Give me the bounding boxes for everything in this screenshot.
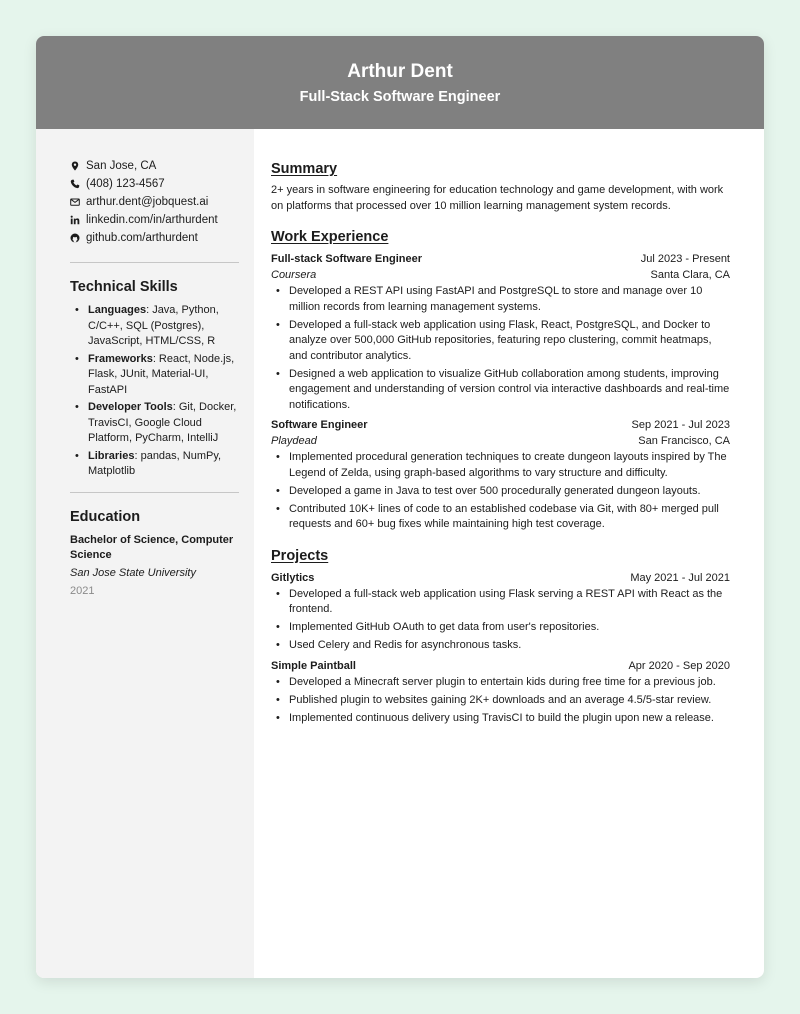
contact-location-text: San Jose, CA xyxy=(86,160,157,172)
project-entry xyxy=(271,570,730,654)
job-entry xyxy=(271,417,730,533)
contact-location xyxy=(70,157,239,175)
education-degree: Bachelor of Science, Computer Science xyxy=(70,533,234,561)
education-school: San Jose State University xyxy=(70,566,196,579)
list-item: • Published plugin to websites gaining 2K+ downloads and an average 4.5/5-star review. xyxy=(271,693,730,709)
project-name: Simple Paintball xyxy=(271,659,356,672)
list-item: • Implemented continuous delivery using TravisCI to build the plugin upon new a release. xyxy=(271,711,730,727)
contact-phone-text: (408) 123-4567 xyxy=(86,178,165,190)
resume-card xyxy=(36,36,764,978)
education-section xyxy=(70,508,239,600)
skill-item xyxy=(70,352,239,399)
contact-linkedin-text[interactable]: linkedin.com/in/arthurdent xyxy=(86,214,218,226)
contact-list xyxy=(70,157,239,247)
skills-list xyxy=(70,303,239,480)
education-year: 2021 xyxy=(70,585,95,597)
location-pin-icon xyxy=(70,161,80,171)
sidebar-divider xyxy=(70,262,239,263)
candidate-name: Arthur Dent xyxy=(347,61,453,82)
skill-item xyxy=(70,303,239,350)
job-company: Coursera xyxy=(271,269,317,281)
skill-value: : pandas, NumPy, Matplotlib xyxy=(88,449,222,477)
list-item: • Developed a full-stack web application using Flask, React, PostgreSQL, and Docker to analyze over 500,000 GitHub repositories, featuring repo clustering, commit heatmaps, and contributor analytics. xyxy=(271,318,730,365)
skill-value: : Java, Python, C/C++, SQL (Postgres), JavaScript, HTML/CSS, R xyxy=(88,304,219,347)
project-entry xyxy=(271,658,730,727)
contact-linkedin xyxy=(70,211,239,229)
project-bullets xyxy=(271,587,730,654)
project-bullets xyxy=(271,675,730,727)
job-dates: Sep 2021 - Jul 2023 xyxy=(631,419,730,431)
job-dates: Jul 2023 - Present xyxy=(640,253,730,265)
experience-section xyxy=(271,228,730,533)
job-location: San Francisco, CA xyxy=(638,435,730,447)
skill-item xyxy=(70,400,239,447)
skill-label: Libraries xyxy=(88,449,135,462)
summary-heading: Summary xyxy=(271,161,338,177)
job-role: Full-stack Software Engineer xyxy=(271,253,422,265)
skills-section xyxy=(70,278,239,480)
contact-github-text[interactable]: github.com/arthurdent xyxy=(86,232,198,244)
main-content xyxy=(254,129,764,978)
skill-label: Languages xyxy=(88,304,147,316)
list-item: • Designed a web application to visualize GitHub collaboration among students, improving engagement and understanding of version control via interactive dashboards and real-time notifications. xyxy=(271,367,730,414)
list-item: • Developed a full-stack web application using Flask serving a REST API with React as the frontend. xyxy=(271,587,730,618)
project-name: Gitlytics xyxy=(271,571,315,584)
skill-label: Developer Tools xyxy=(88,401,173,413)
sidebar xyxy=(36,129,254,978)
projects-heading: Projects xyxy=(271,547,329,564)
list-item: • Contributed 10K+ lines of code to an established codebase via Git, with 80+ merged pull requests and 60+ bug fixes while maintaining high test coverage. xyxy=(271,502,730,533)
skill-value: : React, Node.js, Flask, JUnit, Material-UI, FastAPI xyxy=(88,352,235,396)
job-bullets xyxy=(271,284,730,413)
skills-heading: Technical Skills xyxy=(70,279,178,295)
summary-section xyxy=(271,160,730,214)
linkedin-icon xyxy=(70,215,80,225)
skill-value: : Git, Docker, TravisCI, Google Cloud Platform, PyCharm, IntelliJ xyxy=(88,401,237,444)
list-item: • Implemented GitHub OAuth to get data from user's repositories. xyxy=(271,620,730,636)
contact-phone xyxy=(70,175,239,193)
skill-label: Frameworks xyxy=(88,352,153,365)
candidate-title: Full-Stack Software Engineer xyxy=(299,89,501,105)
contact-email-text[interactable]: arthur.dent@jobquest.ai xyxy=(86,196,209,208)
projects-section xyxy=(271,547,730,727)
experience-heading: Work Experience xyxy=(271,229,389,245)
skill-item xyxy=(70,449,239,480)
github-icon xyxy=(70,233,80,243)
job-location: Santa Clara, CA xyxy=(650,269,730,281)
list-item: • Developed a Minecraft server plugin to entertain kids during free time for a previous job. xyxy=(271,675,730,691)
job-entry xyxy=(271,251,730,413)
mail-icon xyxy=(70,197,80,207)
project-dates: Apr 2020 - Sep 2020 xyxy=(628,659,730,672)
education-heading: Education xyxy=(70,508,141,525)
job-bullets xyxy=(271,450,730,533)
list-item: • Implemented procedural generation techniques to create dungeon layouts inspired by The Legend of Zelda, using graph-based algorithms to vary structure and difficulty. xyxy=(271,450,730,481)
contact-github xyxy=(70,229,239,247)
contact-email xyxy=(70,193,239,211)
resume-header xyxy=(36,36,764,129)
list-item: • Developed a game in Java to test over 500 procedurally generated dungeon layouts. xyxy=(271,484,730,500)
project-dates: May 2021 - Jul 2021 xyxy=(630,571,730,584)
job-company: Playdead xyxy=(271,435,317,447)
list-item: • Used Celery and Redis for asynchronous tasks. xyxy=(271,638,730,654)
list-item: • Developed a REST API using FastAPI and PostgreSQL to store and manage over 10 million records from learning management systems. xyxy=(271,284,730,315)
sidebar-divider xyxy=(70,492,239,493)
job-role: Software Engineer xyxy=(271,419,368,431)
phone-icon xyxy=(70,179,80,189)
summary-text: 2+ years in software engineering for education technology and game development, with work on platforms that processed over 10 million learning management system records. xyxy=(271,184,724,212)
